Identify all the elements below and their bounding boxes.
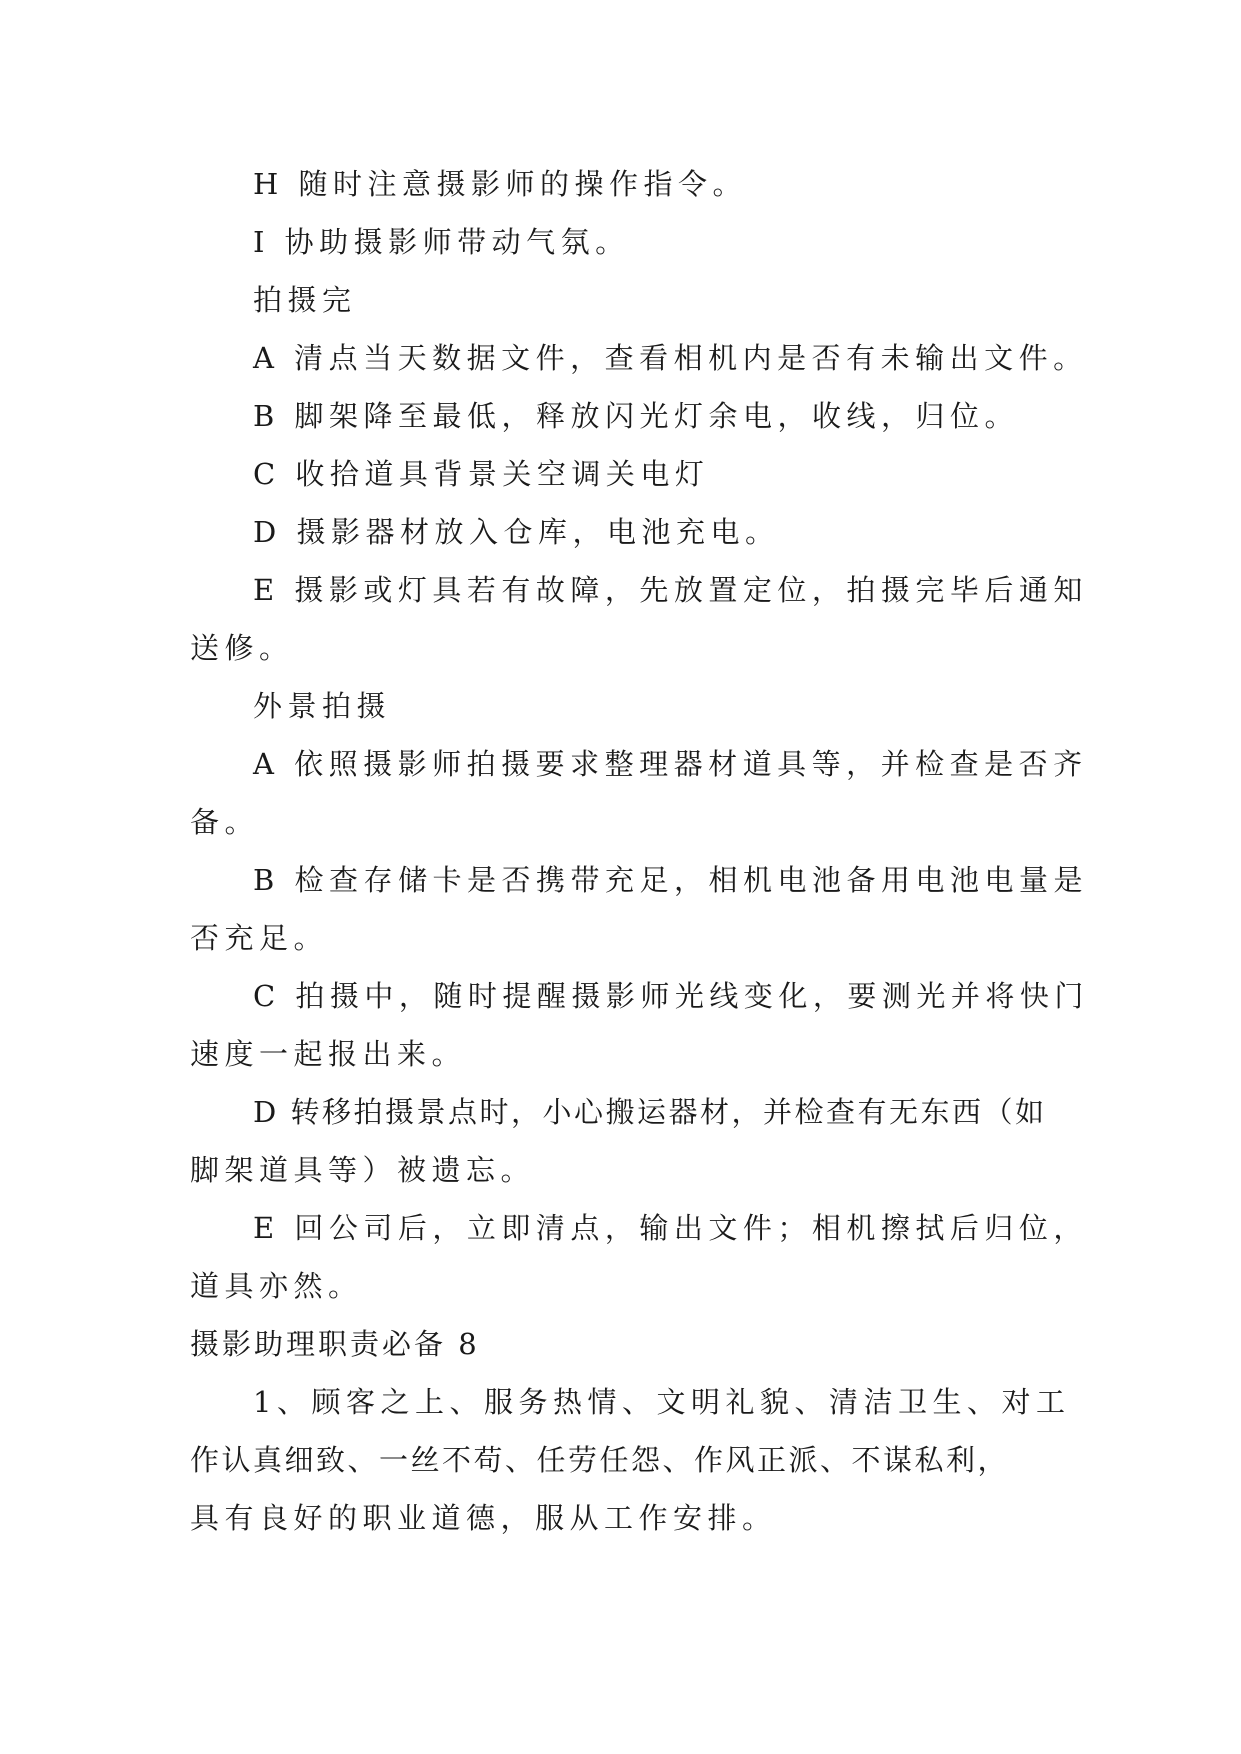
section-heading: 拍摄完 [253,283,357,317]
text-line: A 清点当天数据文件，查看相机内是否有未输出文件。 [253,341,1088,375]
text-line: 具有良好的职业道德，服从工作安排。 [190,1501,777,1535]
text-line: 1、顾客之上、服务热情、文明礼貌、清洁卫生、对工 [253,1385,1071,1419]
text-line: H 随时注意摄影师的操作指令。 [253,167,748,201]
text-line: C 拍摄中，随时提醒摄影师光线变化，要测光并将快门 [253,979,1089,1013]
text-line: A 依照摄影师拍摄要求整理器材道具等，并检查是否齐 [253,747,1088,781]
text-line: 道具亦然。 [190,1269,363,1303]
text-line: E 摄影或灯具若有故障，先放置定位，拍摄完毕后通知 [253,573,1088,607]
section-heading: 外景拍摄 [253,689,392,723]
text-line: 送修。 [190,631,294,665]
text-line: 作认真细致、一丝不苟、任劳任怨、作风正派、不谋私利， [190,1443,1010,1477]
text-line: D 摄影器材放入仓库，电池充电。 [253,515,780,549]
text-line: B 检查存储卡是否携带充足，相机电池备用电池电量是 [253,863,1089,897]
text-line: D 转移拍摄景点时，小心搬运器材，并检查有无东西（如 [253,1095,1047,1129]
text-line: 备。 [190,805,260,839]
text-line: 否充足。 [190,921,329,955]
text-line: B 脚架降至最低，释放闪光灯余电，收线，归位。 [253,399,1020,433]
text-line: 脚架道具等）被遗忘。 [190,1153,536,1187]
text-line: C 收拾道具背景关空调关电灯 [253,457,710,491]
section-heading: 摄影助理职责必备 8 [190,1327,480,1361]
text-line: E 回公司后，立即清点，输出文件；相机擦拭后归位， [253,1211,1088,1245]
text-line: 速度一起报出来。 [190,1037,467,1071]
text-line: I 协助摄影师带动气氛。 [253,225,630,259]
